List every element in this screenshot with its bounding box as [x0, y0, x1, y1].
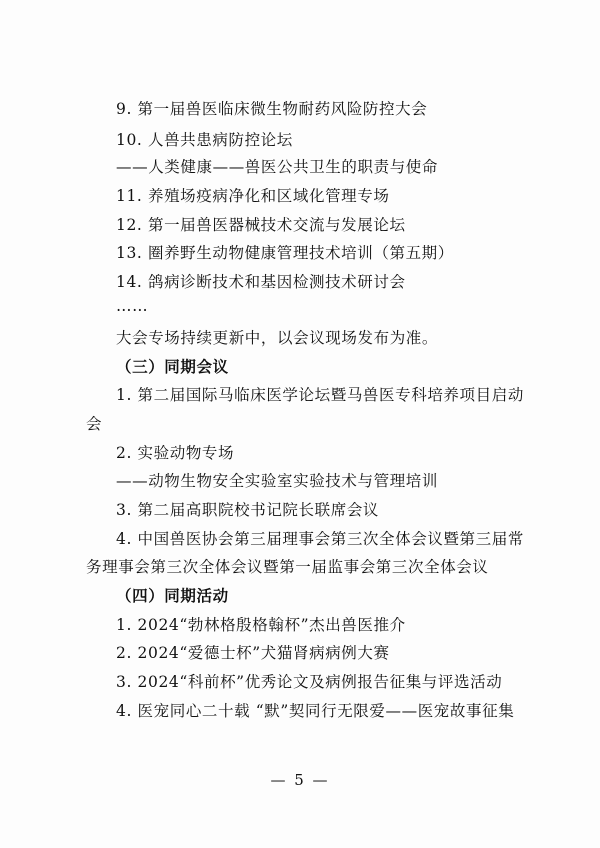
- meeting-item-1-continued: 会: [86, 415, 103, 433]
- section-heading-concurrent-activities: （四）同期活动: [116, 586, 229, 605]
- meeting-item-2-subtitle: ——动物生物安全实验室实验技术与管理培训: [116, 472, 439, 490]
- conference-item-11: 11. 养殖场疫病净化和区域化管理专场: [116, 187, 390, 205]
- meeting-item-1: 1. 第二届国际马临床医学论坛暨马兽医专科培养项目启动: [116, 386, 524, 404]
- conference-item-14: 14. 鸽病诊断技术和基因检测技术研讨会: [116, 273, 406, 291]
- update-notice: 大会专场持续更新中，以会议现场发布为准。: [116, 329, 439, 347]
- activity-item-1: 1. 2024“勃林格殷格翰杯”杰出兽医推介: [116, 616, 406, 634]
- meeting-item-2: 2. 实验动物专场: [116, 444, 235, 462]
- meeting-item-3: 3. 第二届高职院校书记院长联席会议: [116, 501, 380, 519]
- section-heading-concurrent-meetings: （三）同期会议: [116, 357, 229, 376]
- activity-item-3: 3. 2024“科前杯”优秀论文及病例报告征集与评选活动: [116, 673, 503, 691]
- page-number: — 5 —: [270, 771, 330, 789]
- conference-item-9: 9. 第一届兽医临床微生物耐药风险防控大会: [116, 100, 428, 118]
- activity-item-2: 2. 2024“爱德士杯”犬猫肾病病例大赛: [116, 644, 390, 662]
- conference-item-10: 10. 人兽共患病防控论坛: [116, 131, 293, 149]
- conference-item-12: 12. 第一届兽医器械技术交流与发展论坛: [116, 216, 406, 234]
- activity-item-4: 4. 医宠同心二十载 “默”契同行无限爱——医宠故事征集: [116, 702, 515, 720]
- ellipsis: ……: [116, 297, 149, 315]
- meeting-item-4: 4. 中国兽医协会第三届理事会第三次全体会议暨第三届常: [116, 530, 524, 548]
- meeting-item-4-continued: 务理事会第三次全体会议暨第一届监事会第三次全体会议: [86, 558, 489, 576]
- conference-item-13: 13. 圈养野生动物健康管理技术培训（第五期）: [116, 244, 454, 262]
- conference-item-10-subtitle: ——人类健康——兽医公共卫生的职责与使命: [116, 158, 439, 176]
